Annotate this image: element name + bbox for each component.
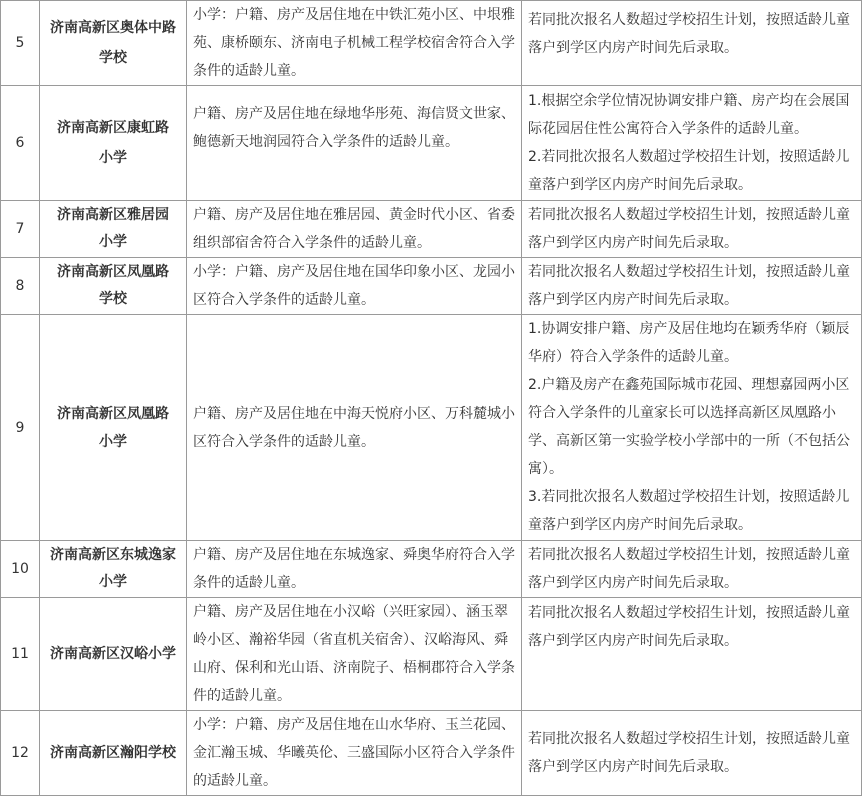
school-name xyxy=(40,541,187,598)
row-number: 9 xyxy=(1,315,40,541)
enrollment-condition: 户籍、房产及居住地在雅居园、黄金时代小区、省委组织部宿舍符合入学条件的适龄儿童。 xyxy=(187,201,522,258)
table-row xyxy=(1,258,862,315)
school-name-line: 小学 xyxy=(99,574,127,590)
note-paragraph: 若同批次报名人数超过学校招生计划，按照适龄儿童落户到学区内房产时间先后录取。 xyxy=(528,207,850,251)
admission-note xyxy=(522,86,862,201)
school-name-line: 学校 xyxy=(99,291,127,307)
row-number: 5 xyxy=(1,1,40,86)
school-name-line: 小学 xyxy=(99,150,127,166)
row-number: 7 xyxy=(1,201,40,258)
school-name-line: 济南高新区汉峪小学 xyxy=(50,646,176,662)
row-number: 12 xyxy=(1,711,40,796)
school-name-line: 学校 xyxy=(99,50,127,66)
row-number: 6 xyxy=(1,86,40,201)
school-name xyxy=(40,201,187,258)
school-name xyxy=(40,1,187,86)
note-paragraph: 若同批次报名人数超过学校招生计划，按照适龄儿童落户到学区内房产时间先后录取。 xyxy=(528,731,850,775)
table-row xyxy=(1,541,862,598)
note-paragraph: 1.根据空余学位情况协调安排户籍、房产均在会展国际花园居住性公寓符合入学条件的适龄儿童。 xyxy=(528,93,850,137)
table-row xyxy=(1,315,862,541)
table-row xyxy=(1,1,862,86)
row-number: 10 xyxy=(1,541,40,598)
enrollment-condition: 小学：户籍、房产及居住地在国华印象小区、龙园小区符合入学条件的适龄儿童。 xyxy=(187,258,522,315)
school-name-line: 济南高新区东城逸家 xyxy=(50,547,176,563)
table-row xyxy=(1,598,862,711)
table-row xyxy=(1,201,862,258)
school-name-line: 济南高新区瀚阳学校 xyxy=(50,745,176,761)
school-name-line: 小学 xyxy=(99,433,127,450)
school-name xyxy=(40,598,187,711)
school-name-line: 济南高新区凤凰路 xyxy=(57,264,169,280)
school-name xyxy=(40,258,187,315)
note-paragraph: 若同批次报名人数超过学校招生计划，按照适龄儿童落户到学区内房产时间先后录取。 xyxy=(528,264,850,308)
school-name-line: 济南高新区雅居园 xyxy=(57,207,169,223)
note-paragraph: 1.协调安排户籍、房产及居住地均在颖秀华府（颖辰华府）符合入学条件的适龄儿童。 xyxy=(528,321,850,365)
school-name-line: 济南高新区奥体中路 xyxy=(50,20,176,36)
note-paragraph: 若同批次报名人数超过学校招生计划，按照适龄儿童落户到学区内房产时间先后录取。 xyxy=(528,547,850,591)
school-name xyxy=(40,315,187,541)
admission-note xyxy=(522,315,862,541)
school-name xyxy=(40,86,187,201)
admission-note xyxy=(522,258,862,315)
enrollment-condition: 户籍、房产及居住地在绿地华彤苑、海信贤文世家、鲍德新天地润园符合入学条件的适龄儿童。 xyxy=(187,86,522,201)
admission-note xyxy=(522,541,862,598)
school-name-line: 小学 xyxy=(99,234,127,250)
enrollment-condition: 户籍、房产及居住地在小汉峪（兴旺家园）、涵玉翠岭小区、瀚裕华园（省直机关宿舍）、汉峪海风、舜山府、保利和光山语、济南院子、梧桐郡符合入学条件的适龄儿童。 xyxy=(187,598,522,711)
note-paragraph: 2.若同批次报名人数超过学校招生计划，按照适龄儿童落户到学区内房产时间先后录取。 xyxy=(528,149,850,193)
admission-note xyxy=(522,1,862,86)
enrollment-condition: 户籍、房产及居住地在中海天悦府小区、万科麓城小区符合入学条件的适龄儿童。 xyxy=(187,315,522,541)
enrollment-condition: 户籍、房产及居住地在东城逸家、舜奥华府符合入学条件的适龄儿童。 xyxy=(187,541,522,598)
table-row xyxy=(1,86,862,201)
row-number: 11 xyxy=(1,598,40,711)
admission-note xyxy=(522,598,862,711)
school-name-line: 济南高新区凤凰路 xyxy=(57,405,169,422)
note-paragraph: 若同批次报名人数超过学校招生计划，按照适龄儿童落户到学区内房产时间先后录取。 xyxy=(528,605,850,649)
school-name xyxy=(40,711,187,796)
admission-note xyxy=(522,201,862,258)
enrollment-condition: 小学：户籍、房产及居住地在中铁汇苑小区、中垠雅苑、康桥颐东、济南电子机械工程学校宿舍符合入学条件的适龄儿童。 xyxy=(187,1,522,86)
note-paragraph: 2.户籍及房产在鑫苑国际城市花园、理想嘉园两小区符合入学条件的儿童家长可以选择高新区凤凰路小学、高新区第一实验学校小学部中的一所（不包括公寓）。 xyxy=(528,377,850,477)
admission-note xyxy=(522,711,862,796)
note-paragraph: 若同批次报名人数超过学校招生计划，按照适龄儿童落户到学区内房产时间先后录取。 xyxy=(528,12,850,56)
school-name-line: 济南高新区康虹路 xyxy=(57,120,169,136)
table-row xyxy=(1,711,862,796)
note-paragraph: 3.若同批次报名人数超过学校招生计划，按照适龄儿童落户到学区内房产时间先后录取。 xyxy=(528,489,850,533)
row-number: 8 xyxy=(1,258,40,315)
enrollment-condition: 小学：户籍、房产及居住地在山水华府、玉兰花园、金汇瀚玉城、华曦英伦、三盛国际小区符合入学条件的适龄儿童。 xyxy=(187,711,522,796)
